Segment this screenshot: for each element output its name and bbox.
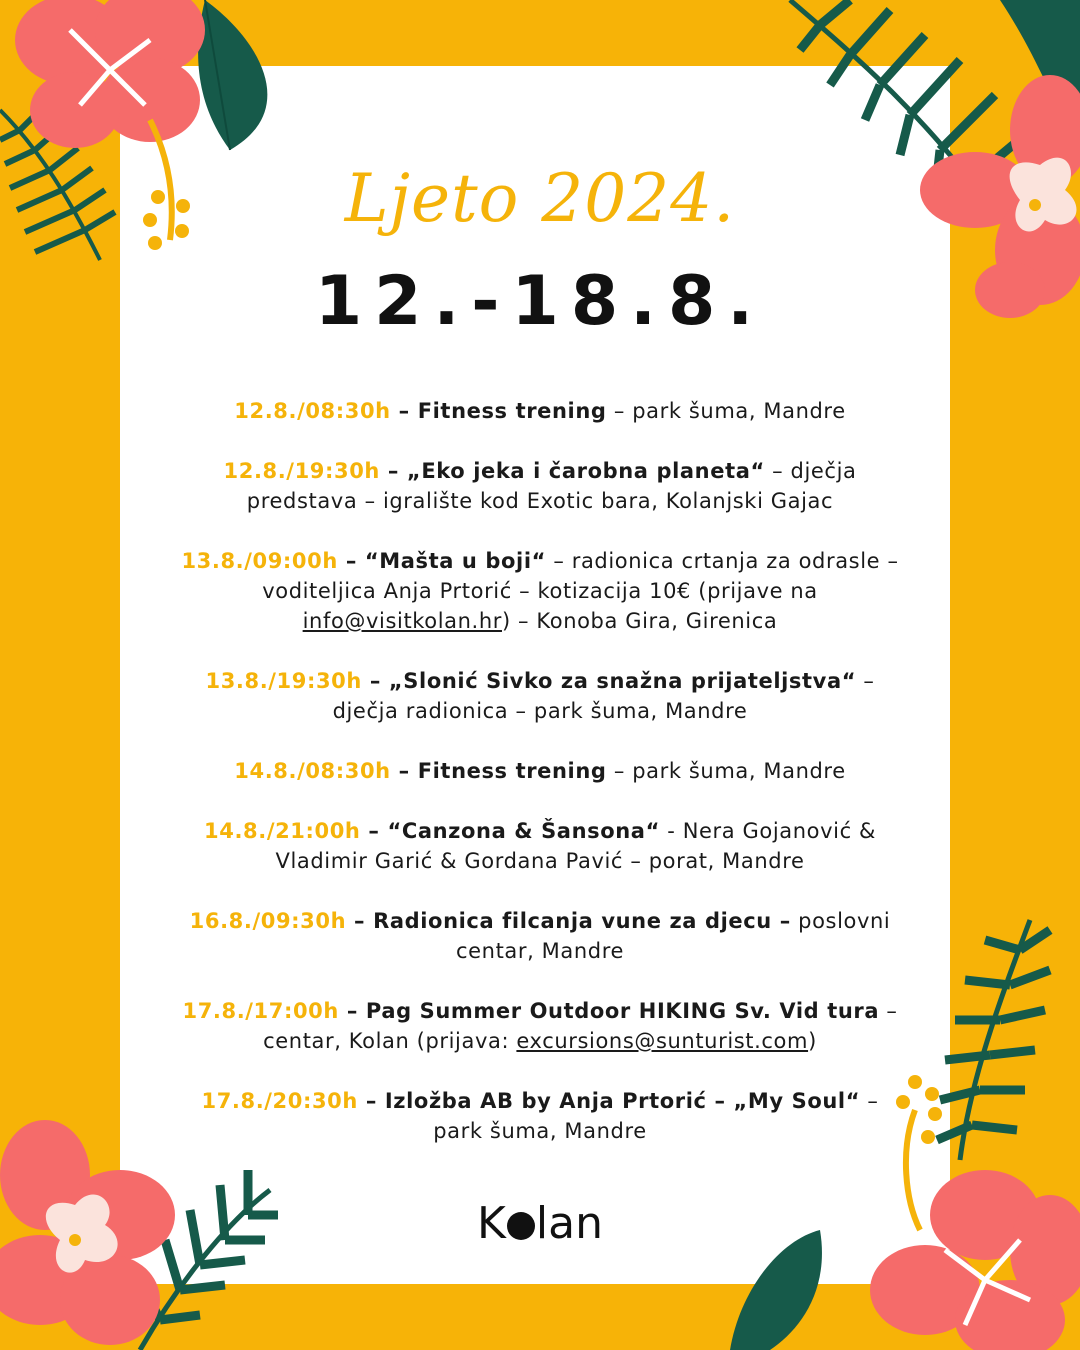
event-time: 16.8./09:30h bbox=[189, 909, 347, 933]
event-details: – centar, Kolan (prijava: bbox=[263, 999, 898, 1053]
event-time: 13.8./09:00h bbox=[181, 549, 338, 573]
flower-icon bbox=[870, 1170, 1080, 1350]
event-title: Fitness trening bbox=[417, 759, 607, 783]
event-time: 13.8./19:30h bbox=[205, 669, 362, 693]
event-time: 14.8./21:00h bbox=[204, 819, 361, 843]
event-title: „Slonić Sivko za snažna prijateljstva“ bbox=[388, 669, 857, 693]
event-title: “Mašta u boji“ bbox=[364, 549, 547, 573]
event-time: 12.8./19:30h bbox=[223, 459, 380, 483]
event-time: 14.8./08:30h bbox=[234, 759, 391, 783]
logo-letters-lan: lan bbox=[535, 1198, 603, 1249]
event-details: – radionica crtanja za odrasle – voditeljica Anja Prtorić – kotizacija 10€ (prijave na bbox=[262, 549, 899, 603]
event-item bbox=[180, 456, 900, 516]
event-details: - Nera Gojanović & Vladimir Garić & Gordana Pavić – porat, Mandre bbox=[275, 819, 876, 873]
event-separator: – bbox=[361, 669, 389, 693]
event-email-link[interactable]: info@visitkolan.hr bbox=[302, 609, 502, 633]
event-item bbox=[180, 546, 900, 636]
event-title: Pag Summer Outdoor HIKING Sv. Vid tura bbox=[365, 999, 880, 1023]
event-item bbox=[180, 996, 900, 1056]
event-title: “Canzona & Šansona“ bbox=[387, 819, 660, 843]
event-email-link[interactable]: excursions@sunturist.com bbox=[516, 1029, 809, 1053]
event-separator: – bbox=[357, 1089, 385, 1113]
event-details-end: ) bbox=[808, 1029, 817, 1053]
event-separator: – bbox=[360, 819, 388, 843]
logo-dot-icon bbox=[507, 1212, 535, 1240]
event-item bbox=[180, 756, 900, 786]
event-separator: – bbox=[379, 459, 407, 483]
logo-letter-k: K bbox=[477, 1198, 506, 1249]
event-details-end: ) – Konoba Gira, Girenica bbox=[501, 609, 778, 633]
event-details: poslovni centar, Mandre bbox=[456, 909, 891, 963]
event-separator: – bbox=[346, 909, 374, 933]
event-title: Fitness trening bbox=[417, 399, 607, 423]
event-item bbox=[180, 1086, 900, 1146]
kolan-logo bbox=[0, 1198, 1080, 1249]
event-separator: – bbox=[338, 999, 366, 1023]
event-details: – park šuma, Mandre bbox=[606, 759, 846, 783]
event-title: Radionica filcanja vune za djecu – bbox=[373, 909, 791, 933]
event-separator: – bbox=[390, 399, 418, 423]
event-time: 12.8./08:30h bbox=[234, 399, 391, 423]
event-item bbox=[180, 816, 900, 876]
season-title: Ljeto 2024. bbox=[344, 160, 736, 237]
event-separator: – bbox=[337, 549, 365, 573]
event-item bbox=[180, 906, 900, 966]
date-range-heading: 12.-18.8. bbox=[314, 262, 766, 341]
event-details: – dječja radionica – park šuma, Mandre bbox=[332, 669, 875, 723]
event-title: Izložba AB by Anja Prtorić – „My Soul“ bbox=[384, 1089, 861, 1113]
event-time: 17.8./20:30h bbox=[201, 1089, 358, 1113]
event-details: – park šuma, Mandre bbox=[606, 399, 846, 423]
event-details: – dječja predstava – igralište kod Exotic bara, Kolanjski Gajac bbox=[246, 459, 857, 513]
event-list bbox=[180, 396, 900, 1176]
event-time: 17.8./17:00h bbox=[182, 999, 339, 1023]
event-item bbox=[180, 396, 900, 426]
event-item bbox=[180, 666, 900, 726]
event-title: „Eko jeka i čarobna planeta“ bbox=[406, 459, 765, 483]
event-details: – park šuma, Mandre bbox=[433, 1089, 879, 1143]
event-separator: – bbox=[390, 759, 418, 783]
